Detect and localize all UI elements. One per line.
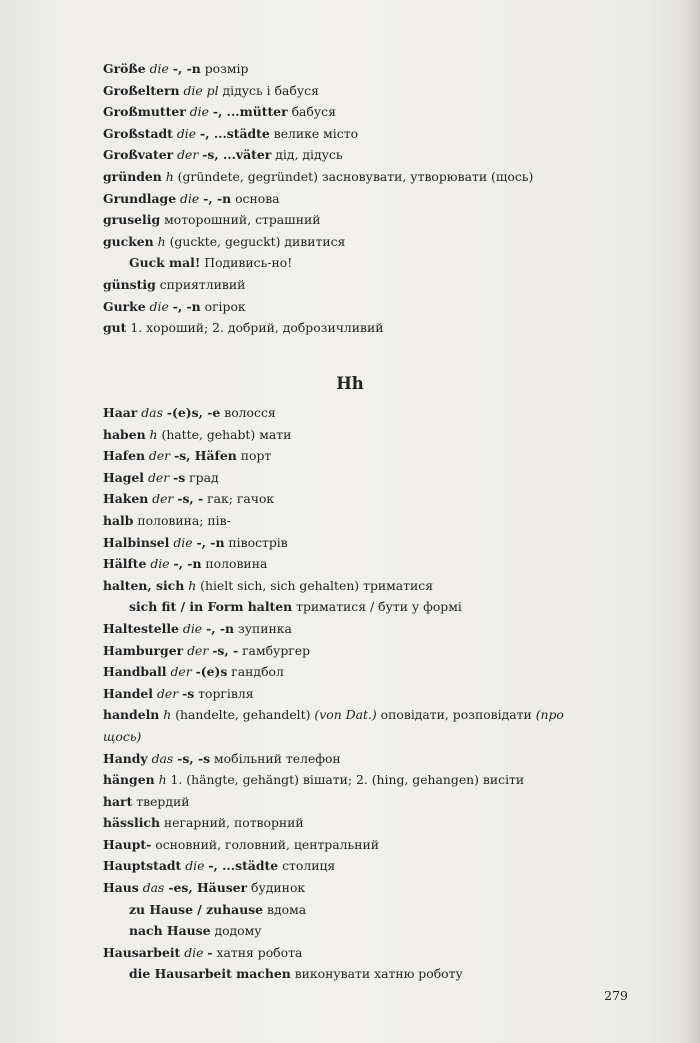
grammatical-forms: -, ...städte [208, 858, 279, 874]
dictionary-entry [103, 296, 603, 318]
headword: hängen [103, 772, 155, 788]
dictionary-entry [103, 101, 603, 123]
dictionary-entry [103, 445, 603, 467]
translation: оповідати, розповідати [380, 707, 532, 723]
grammatical-forms: -, -n [173, 556, 202, 572]
translation: град [189, 469, 219, 485]
grammatical-forms: -s, - [177, 491, 204, 507]
grammar-marker: das [141, 405, 163, 420]
grammar-marker: der [148, 448, 171, 464]
headword: Größe [103, 61, 146, 76]
headword: Haar [103, 405, 138, 420]
translation: гандбол [231, 664, 284, 680]
grammatical-forms: -s, ...väter [202, 147, 272, 163]
headword: Großvater [103, 147, 174, 163]
grammar-marker: die [189, 104, 209, 120]
dictionary-subentry [103, 920, 603, 942]
translation: гак; гачок [207, 491, 275, 507]
grammar-marker: h [149, 426, 158, 442]
grammar-marker: die [185, 858, 205, 874]
translation: порт [240, 448, 272, 464]
grammar-marker: der [170, 664, 192, 680]
dictionary-entry [103, 812, 603, 834]
translation: моторошний, страшний [164, 212, 321, 228]
translation: столиця [282, 858, 336, 874]
grammar-marker: der [147, 469, 170, 485]
dictionary-entry [103, 532, 603, 554]
grammar-marker: der [177, 147, 199, 163]
translation: негарний, потворний [163, 815, 304, 831]
translation: засновувати, утворювати (щось) [321, 168, 534, 184]
translation: огірок [204, 298, 246, 314]
dictionary-entry [103, 575, 603, 597]
entries-g [103, 58, 603, 339]
grammar-marker: h [158, 772, 167, 788]
grammatical-forms: -, ...mütter [212, 104, 288, 120]
translation: основа [235, 190, 280, 206]
headword: Halbinsel [103, 534, 170, 550]
grammar-marker: das [151, 750, 174, 766]
dictionary-entry [103, 274, 603, 296]
headword: Großeltern [103, 82, 180, 98]
verb-forms: (hatte, gehabt) [161, 426, 256, 442]
dictionary-entry [103, 791, 603, 813]
headword: zu Hause / zuhause [129, 901, 264, 917]
headword: halten, sich [103, 577, 185, 593]
grammar-marker: h [165, 168, 174, 184]
translation: волосся [224, 405, 276, 420]
headword: gut [103, 320, 127, 336]
grammar-marker: h [188, 577, 197, 593]
verb-forms: (gründete, gegründet) [177, 168, 318, 184]
dictionary-entry [103, 123, 603, 145]
verb-forms: (guckte, geguckt) [169, 233, 281, 249]
headword: Gurke [103, 298, 146, 314]
dictionary-entry [103, 80, 603, 102]
headword: Hafen [103, 448, 145, 464]
dictionary-entry [103, 488, 603, 510]
translation: дідусь і бабуся [222, 82, 319, 98]
headword: Handball [103, 664, 167, 680]
dictionary-entry [103, 942, 603, 964]
grammatical-forms: -, -n [203, 190, 232, 206]
translation: розмір [204, 61, 249, 76]
headword: günstig [103, 276, 156, 292]
translation: триматися [363, 577, 434, 593]
translation: твердий [136, 793, 190, 809]
dictionary-entry [103, 467, 603, 489]
translation: мобільний телефон [214, 750, 341, 766]
headword: Großstadt [103, 125, 173, 141]
headword: Hausarbeit [103, 944, 181, 960]
grammar-marker: die [176, 125, 197, 141]
dictionary-entry [103, 188, 603, 210]
headword: gucken [103, 233, 154, 249]
dictionary-entry [103, 661, 603, 683]
dictionary-entry [103, 834, 603, 856]
translation: велике місто [273, 125, 359, 141]
headword: hässlich [103, 815, 160, 831]
translation: дивитися [284, 233, 346, 249]
page-number: 279 [604, 988, 628, 1003]
headword: Haltestelle [103, 620, 179, 636]
grammatical-forms: -, -n [172, 61, 201, 76]
translation: дід, дідусь [275, 147, 343, 163]
dictionary-entry [103, 166, 603, 188]
headword: gruselig [103, 212, 161, 228]
verb-forms: (handelte, gehandelt) [175, 707, 311, 723]
dictionary-entry [103, 144, 603, 166]
grammatical-forms: -, ...städte [200, 125, 270, 141]
translation: основний, головний, центральний [155, 836, 380, 852]
translation: будинок [251, 880, 306, 896]
grammatical-forms: - [207, 944, 213, 960]
dictionary-entry [103, 209, 603, 231]
headword: gründen [103, 168, 162, 184]
grammatical-forms: -s, - [212, 642, 239, 658]
dictionary-entry [103, 317, 603, 339]
headword: Hauptstadt [103, 858, 182, 874]
grammatical-forms: -, -n [196, 534, 225, 550]
dictionary-entry [103, 748, 603, 770]
translation: торгівля [198, 685, 254, 701]
headword: Großmutter [103, 104, 186, 120]
headword: Hälfte [103, 556, 147, 572]
headword: hart [103, 793, 133, 809]
grammatical-forms: -s [182, 685, 195, 701]
grammatical-forms: -s [173, 469, 186, 485]
translation: виконувати хатню роботу [294, 966, 463, 982]
dictionary-entry [103, 877, 603, 899]
headword: haben [103, 426, 146, 442]
grammar-marker: der [187, 642, 209, 658]
grammar-marker: der [156, 685, 179, 701]
dictionary-entry [103, 618, 603, 640]
headword: Haupt- [103, 836, 152, 852]
headword: Hagel [103, 469, 144, 485]
grammar-marker: die [149, 298, 169, 314]
page-spine-shadow [686, 0, 700, 1043]
dictionary-entry [103, 58, 603, 80]
grammar-marker: h [157, 233, 166, 249]
dictionary-entry [103, 769, 603, 791]
grammar-note: (von Dat.) [314, 707, 377, 723]
grammar-marker: die [182, 620, 203, 636]
dictionary-subentry [103, 596, 603, 618]
headword: Handy [103, 750, 148, 766]
translation: додому [214, 923, 262, 939]
dictionary-entry [103, 231, 603, 253]
grammar-marker: das [142, 880, 165, 896]
translation: бабуся [291, 104, 336, 120]
translation: 1. хороший; 2. добрий, доброзичливий [130, 320, 384, 336]
translation: половина [205, 556, 268, 572]
headword: Guck mal! [129, 255, 201, 271]
headword: Handel [103, 685, 153, 701]
grammar-marker: der [152, 491, 174, 507]
dictionary-entry [103, 510, 603, 532]
grammar-marker: die [150, 556, 170, 572]
headword: Hamburger [103, 642, 184, 658]
translation: половина; пів- [137, 512, 231, 528]
headword: Haken [103, 491, 149, 507]
dictionary-subentry [103, 899, 603, 921]
headword: halb [103, 512, 134, 528]
dictionary-entry [103, 553, 603, 575]
grammatical-forms: -es, Häuser [168, 880, 248, 896]
translation: гамбургер [242, 642, 311, 658]
grammatical-forms: -, -n [206, 620, 234, 636]
dictionary-entry [103, 855, 603, 877]
headword: sich fit / in Form halten [129, 599, 293, 615]
dictionary-entry [103, 683, 603, 705]
translation: сприятливий [159, 276, 246, 292]
dictionary-entry [103, 704, 598, 747]
letter-heading-h: Hh [336, 374, 364, 393]
grammatical-forms: -, -n [172, 298, 201, 314]
translation: півострів [228, 534, 288, 550]
grammar-marker: die [173, 534, 193, 550]
headword: handeln [103, 707, 160, 723]
translation: Подивись-но! [204, 255, 293, 271]
grammar-marker: h [163, 707, 172, 723]
entries-h [103, 402, 603, 985]
dictionary-subentry [103, 252, 603, 274]
translation: триматися / бути у формі [296, 599, 462, 615]
dictionary-entry [103, 402, 603, 424]
translation-note: (про щось) [103, 707, 564, 744]
headword: nach Hause [129, 923, 211, 939]
translation: зупинка [237, 620, 292, 636]
grammar-marker: die [149, 61, 169, 76]
grammar-marker: die pl [183, 82, 219, 98]
dictionary-entry [103, 640, 603, 662]
headword: die Hausarbeit machen [129, 966, 291, 982]
headword: Grundlage [103, 190, 177, 206]
grammar-marker: die [184, 944, 204, 960]
verb-forms: (hielt sich, sich gehalten) [200, 577, 360, 593]
verb-forms: 1. (hängte, gehängt) [170, 772, 299, 788]
dictionary-entry [103, 424, 603, 446]
grammatical-forms: -s, Häfen [174, 448, 237, 464]
dictionary-subentry [103, 963, 603, 985]
headword: Haus [103, 880, 139, 896]
grammatical-forms: -(e)s [195, 664, 228, 680]
translation: хатня робота [216, 944, 303, 960]
translation: вдома [267, 901, 307, 917]
translation: мати [259, 426, 292, 442]
translation: вішати; 2. (hing, gehangen) висіти [302, 772, 525, 788]
grammatical-forms: -s, -s [177, 750, 211, 766]
grammatical-forms: -(e)s, -e [166, 405, 221, 420]
grammar-marker: die [180, 190, 200, 206]
